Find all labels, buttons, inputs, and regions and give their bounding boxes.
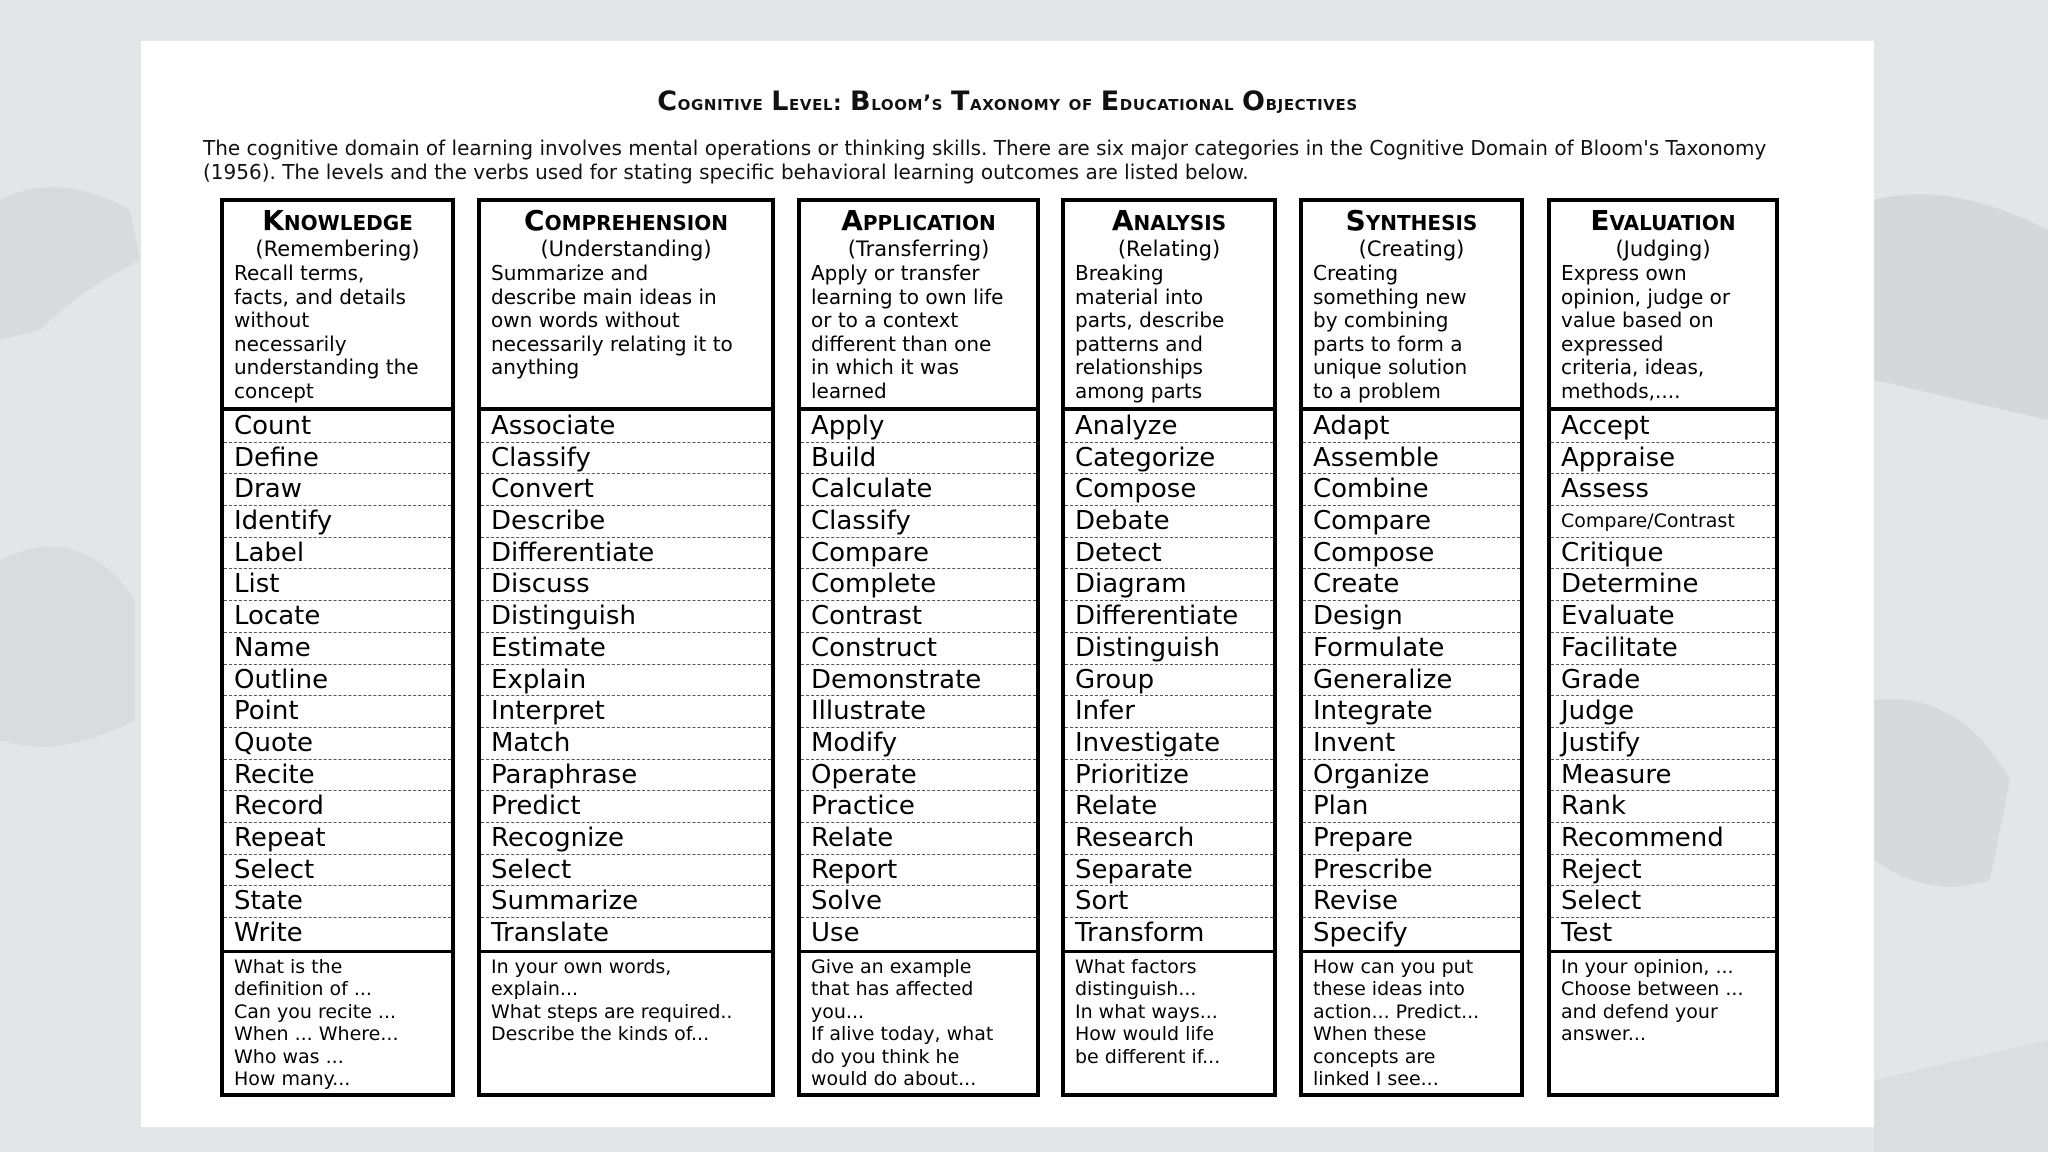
question-line: If alive today, what [811,1023,994,1046]
verb-item: Prioritize [1065,760,1273,792]
verb-item: Define [224,443,451,475]
question-prompts [1065,953,1273,1069]
verb-item: Appraise [1551,443,1775,475]
verb-item: Evaluate [1551,601,1775,633]
verb-item: Draw [224,474,451,506]
level-name: Application [841,204,996,237]
column-header [1065,202,1273,411]
verb-item: Accept [1551,411,1775,443]
verb-item: Calculate [801,474,1036,506]
verb-item: Recite [224,760,451,792]
verb-item: Group [1065,665,1273,697]
question-line: In your own words, [491,955,672,978]
verb-item: Generalize [1303,665,1520,697]
question-line: distinguish... [1075,978,1197,1001]
question-line: answer... [1561,1023,1646,1046]
verb-item: Use [811,918,860,948]
column-knowledge [220,198,455,1097]
verb-item: Recommend [1551,823,1775,855]
verb-item: Compose [1303,538,1520,570]
description-line: necessarily relating it to [491,331,733,356]
verb-item: Estimate [481,633,771,665]
verb-item: Invent [1303,728,1520,760]
verb-item: Integrate [1303,696,1520,728]
verb-item: Design [1303,601,1520,633]
description-line: own words without [491,308,680,332]
description-line: necessarily [234,331,347,356]
description-line: among parts [1075,378,1203,403]
description-line: parts to form a [1313,331,1463,356]
verb-item: Plan [1303,791,1520,823]
verb-item: Summarize [481,886,771,918]
verb-item: Describe [481,506,771,538]
verb-item: Classify [481,443,771,475]
verb-item: Complete [801,569,1036,601]
description-line: anything [491,355,580,379]
description-line: value based on [1561,308,1714,332]
verb-item: Adapt [1303,411,1520,443]
verb-list [1551,411,1775,950]
level-name: Comprehension [524,204,728,237]
verb-list [1303,411,1520,950]
verb-item: Identify [224,506,451,538]
question-line: would do about... [811,1068,977,1091]
intro-paragraph: The cognitive domain of learning involves mental operations or thinking skills. There are six major categories in the Cognitive Domain of Bloom's Taxonomy (1956). The levels and the verbs used for stating specific behavioral learning outcomes are listed below. [203,136,1767,184]
level-name: Synthesis [1345,204,1478,237]
verb-item: Test [1561,918,1613,948]
level-name: Analysis [1111,204,1227,237]
verb-item: Separate [1065,855,1273,887]
verb-item: Relate [801,823,1036,855]
verb-item: Compare [1303,506,1520,538]
verb-item: Construct [801,633,1036,665]
description-line: facts, and details [234,284,406,309]
question-line: explain... [491,978,579,1001]
verb-item: Discuss [481,569,771,601]
level-subtitle: (Creating) [1358,237,1465,261]
verb-item: Formulate [1303,633,1520,665]
verb-item: Report [801,855,1036,887]
question-line: that has affected [811,978,974,1001]
verb-item: Match [481,728,771,760]
verb-item: Differentiate [481,538,771,570]
verb-item: Distinguish [481,601,771,633]
question-line: In what ways... [1075,1000,1218,1023]
description-line: patterns and [1075,331,1203,356]
question-line: What is the [234,955,343,978]
verb-item: Illustrate [801,696,1036,728]
verb-item: Categorize [1065,443,1273,475]
column-header [801,202,1036,411]
description-line: criteria, ideas, [1561,355,1705,379]
question-prompts [801,953,1036,1091]
question-prompts [481,953,771,1046]
description-line: learning to own life [811,284,1004,309]
verb-item: Judge [1551,696,1775,728]
verb-item: Critique [1551,538,1775,570]
verb-item: Point [224,696,451,728]
question-line: What factors [1075,955,1197,978]
verb-item: Solve [801,886,1036,918]
verb-item: Detect [1065,538,1273,570]
description-line: concept [234,378,314,403]
description-line: understanding the [234,355,419,379]
verb-list [224,411,451,950]
question-line: In your opinion, ... [1561,955,1734,978]
level-description [224,262,451,403]
level-subtitle: (Relating) [1117,237,1221,261]
verb-item: Facilitate [1551,633,1775,665]
question-line: When ... Where... [234,1023,399,1046]
verb-item: Outline [224,665,451,697]
verb-item: Investigate [1065,728,1273,760]
question-prompts [1551,953,1775,1046]
description-line: without [234,308,310,332]
column-header [481,202,771,411]
verb-item: Debate [1065,506,1273,538]
verb-item: Determine [1551,569,1775,601]
verb-item: Prepare [1303,823,1520,855]
verb-item: Select [1551,886,1775,918]
column-comprehension [477,198,775,1097]
verb-item: Modify [801,728,1036,760]
verb-item: Translate [491,918,610,948]
verb-item: Grade [1551,665,1775,697]
level-subtitle: (Transferring) [847,237,990,261]
verb-item: Compare [801,538,1036,570]
verb-item: Compose [1065,474,1273,506]
verb-item: Name [224,633,451,665]
question-line: How many... [234,1068,351,1091]
verb-item: Recognize [481,823,771,855]
level-description [801,262,1036,403]
verb-item: Select [481,855,771,887]
column-synthesis [1299,198,1524,1097]
description-line: Breaking [1075,261,1164,285]
description-line: different than one [811,331,992,356]
verb-item: Relate [1065,791,1273,823]
level-description [481,262,771,380]
description-line: Creating [1313,261,1399,285]
level-name: Evaluation [1590,204,1736,237]
verb-item: Operate [801,760,1036,792]
question-line: linked I see... [1313,1068,1439,1091]
verb-item: Assemble [1303,443,1520,475]
verb-item: Organize [1303,760,1520,792]
verb-item: Combine [1303,474,1520,506]
verb-item: Rank [1551,791,1775,823]
description-line: something new [1313,284,1467,309]
level-subtitle: (Remembering) [255,237,420,261]
column-header [1303,202,1520,411]
verb-item: Differentiate [1065,601,1273,633]
question-line: When these [1313,1023,1427,1046]
description-line: Summarize and [491,261,649,285]
question-line: Who was ... [234,1045,344,1068]
level-description [1303,262,1520,403]
verb-item: Count [224,411,451,443]
question-line: these ideas into [1313,978,1465,1001]
verb-item: Diagram [1065,569,1273,601]
verb-item: Sort [1065,886,1273,918]
verb-item: Explain [481,665,771,697]
question-line: Choose between ... [1561,978,1744,1001]
description-line: unique solution [1313,355,1468,379]
question-prompts [1303,953,1520,1091]
verb-item: Compare/Contrast [1551,506,1775,538]
verb-item: Classify [801,506,1036,538]
question-line: concepts are [1313,1045,1436,1068]
level-subtitle: (Understanding) [540,237,712,261]
description-line: Express own [1561,261,1687,285]
verb-list [1065,411,1273,950]
question-line: be different if... [1075,1045,1221,1068]
verb-item: Measure [1551,760,1775,792]
verb-item: Quote [224,728,451,760]
question-line: How would life [1075,1023,1215,1046]
verb-item: Label [224,538,451,570]
verb-item: Convert [481,474,771,506]
page-title: Cognitive Level: Bloom’s Taxonomy of Educational Objectives [657,86,1358,117]
verb-item: State [224,886,451,918]
question-line: Can you recite ... [234,1000,397,1023]
verb-item: Interpret [481,696,771,728]
description-line: expressed [1561,331,1664,356]
verb-item: Analyze [1065,411,1273,443]
level-name: Knowledge [262,204,413,237]
question-line: do you think he [811,1045,960,1068]
question-prompts [224,953,451,1091]
description-line: in which it was [811,355,959,379]
question-line: What steps are required.. [491,1000,733,1023]
verb-item: Predict [481,791,771,823]
description-line: opinion, judge or [1561,284,1731,309]
verb-item: Practice [801,791,1036,823]
description-line: learned [811,378,887,403]
column-analysis [1061,198,1277,1097]
verb-item: List [224,569,451,601]
verb-item: Revise [1303,886,1520,918]
question-line: action... Predict... [1313,1000,1480,1023]
column-application [797,198,1040,1097]
verb-item: Transform [1075,918,1205,948]
level-description [1551,262,1775,403]
verb-list [481,411,771,950]
verb-item: Specify [1313,918,1408,948]
question-line: definition of ... [234,978,372,1001]
level-subtitle: (Judging) [1615,237,1711,261]
question-line: you... [811,1000,865,1023]
verb-list [801,411,1036,950]
level-description [1065,262,1273,403]
verb-item: Justify [1551,728,1775,760]
column-header [224,202,451,411]
description-line: Recall terms, [234,261,365,285]
slide [141,41,1874,1127]
verb-item: Contrast [801,601,1036,633]
verb-item: Infer [1065,696,1273,728]
question-line: How can you put [1313,955,1474,978]
description-line: material into [1075,284,1204,309]
verb-item: Paraphrase [481,760,771,792]
verb-item: Distinguish [1065,633,1273,665]
question-line: Give an example [811,955,972,978]
verb-item: Select [224,855,451,887]
description-line: by combining [1313,308,1449,332]
verb-item: Assess [1551,474,1775,506]
verb-item: Demonstrate [801,665,1036,697]
description-line: or to a context [811,308,959,332]
verb-item: Locate [224,601,451,633]
verb-item: Reject [1551,855,1775,887]
description-line: to a problem [1313,378,1441,403]
column-evaluation [1547,198,1779,1097]
description-line: Apply or transfer [811,261,980,285]
description-line: describe main ideas in [491,284,717,309]
verb-item: Associate [481,411,771,443]
description-line: methods,.... [1561,378,1681,403]
verb-item: Build [801,443,1036,475]
description-line: parts, describe [1075,308,1225,332]
question-line: and defend your [1561,1000,1718,1023]
verb-item: Record [224,791,451,823]
verb-item: Create [1303,569,1520,601]
question-line: Describe the kinds of... [491,1023,710,1046]
verb-item: Prescribe [1303,855,1520,887]
verb-item: Repeat [224,823,451,855]
column-header [1551,202,1775,411]
verb-item: Apply [801,411,1036,443]
verb-item: Write [234,918,303,948]
verb-item: Research [1065,823,1273,855]
description-line: relationships [1075,355,1203,379]
